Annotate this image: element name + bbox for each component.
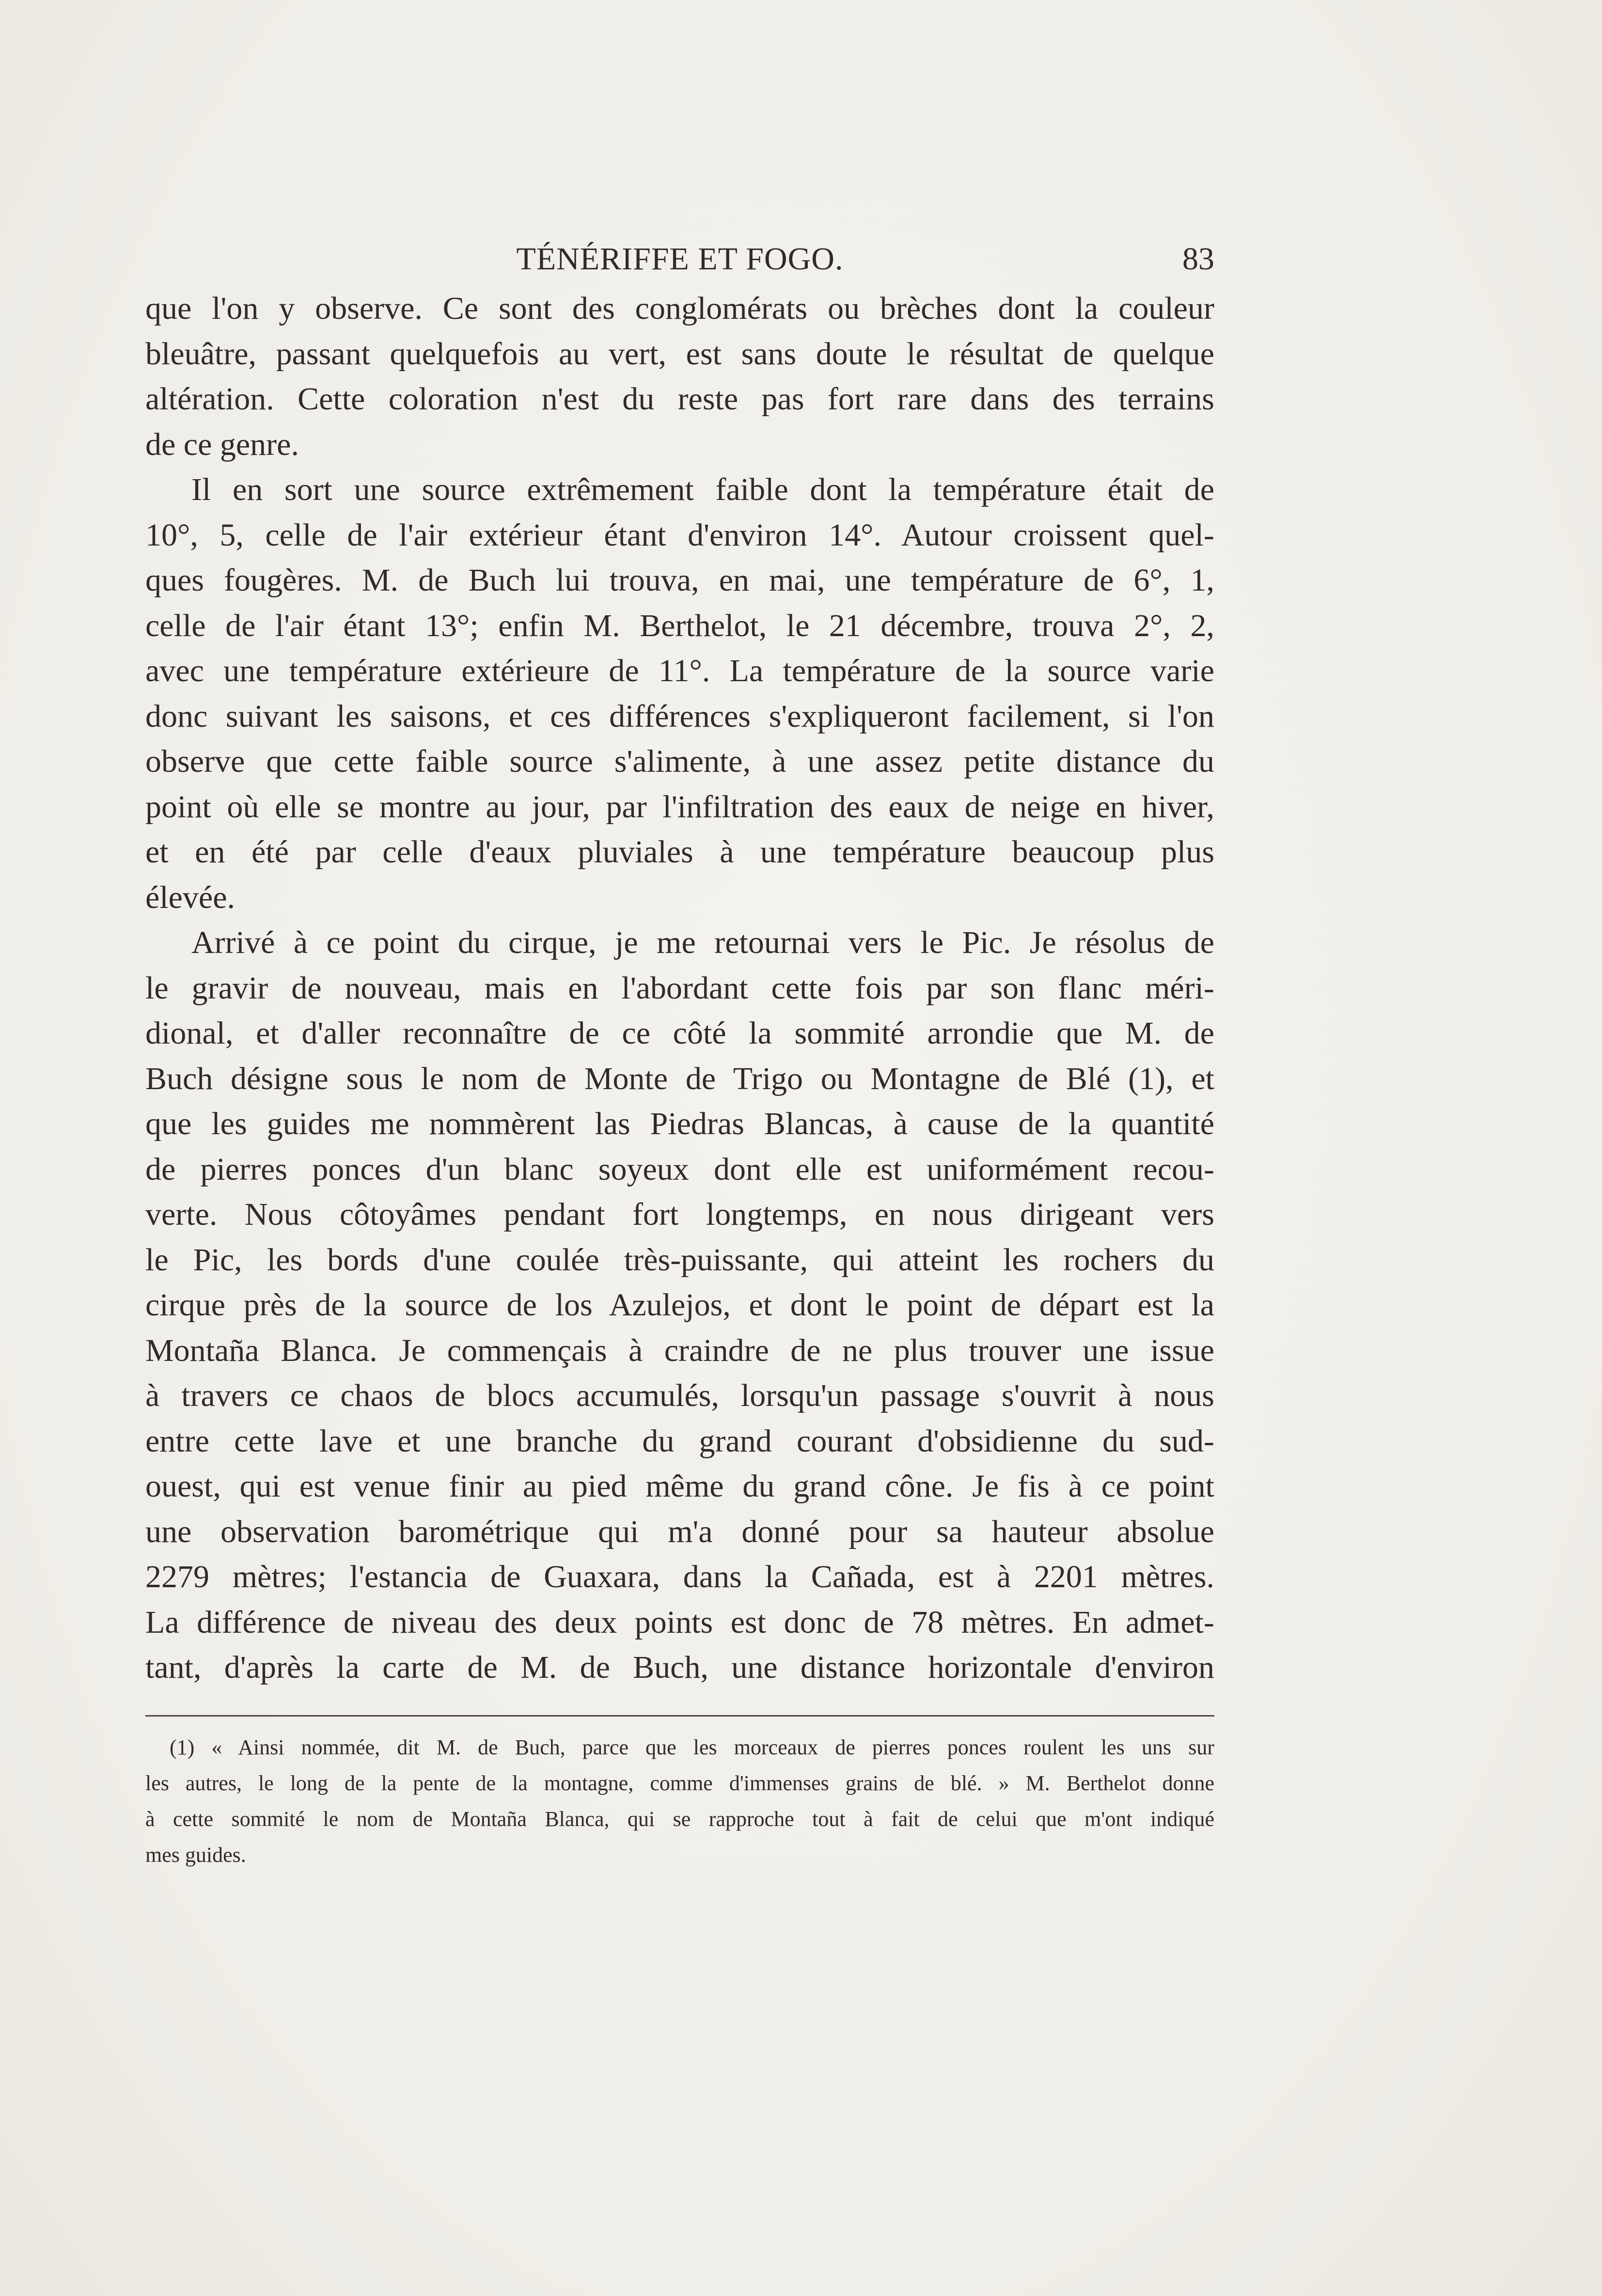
text-line: point où elle se montre au jour, par l'infiltration des eaux de neige en hiver, bbox=[145, 789, 1214, 825]
page-header bbox=[145, 237, 1214, 281]
text-line: le gravir de nouveau, mais en l'abordant cette fois par son flanc méri- bbox=[145, 970, 1214, 1006]
running-title: TÉNÉRIFFE ET FOGO. bbox=[516, 241, 844, 277]
text-line: de ce genre. bbox=[145, 426, 299, 462]
text-line: le Pic, les bords d'une coulée très-puissante, qui atteint les rochers du bbox=[145, 1242, 1214, 1278]
text-line: observe que cette faible source s'alimente, à une assez petite distance du bbox=[145, 744, 1214, 779]
text-line: celle de l'air étant 13°; enfin M. Berthelot, le 21 décembre, trouva 2°, 2, bbox=[145, 608, 1214, 643]
text-line: une observation barométrique qui m'a donné pour sa hauteur absolue bbox=[145, 1514, 1214, 1549]
text-line: tant, d'après la carte de M. de Buch, une distance horizontale d'environ bbox=[145, 1650, 1214, 1685]
text-line: que les guides me nommèrent las Piedras Blancas, à cause de la quantité bbox=[145, 1106, 1214, 1141]
text-line: ouest, qui est venue finir au pied même du grand cône. Je fis à ce point bbox=[145, 1468, 1214, 1504]
text-line: altération. Cette coloration n'est du reste pas fort rare dans des terrains bbox=[145, 381, 1214, 417]
text-line: Il en sort une source extrêmement faible dont la température était de bbox=[191, 472, 1214, 507]
page-number: 83 bbox=[1182, 241, 1214, 277]
text-line: dional, et d'aller reconnaître de ce côté la sommité arrondie que M. de bbox=[145, 1015, 1214, 1051]
text-line: entre cette lave et une branche du grand courant d'obsidienne du sud- bbox=[145, 1423, 1214, 1459]
text-line: 2279 mètres; l'estancia de Guaxara, dans la Cañada, est à 2201 mètres. bbox=[145, 1559, 1214, 1594]
main-text bbox=[145, 286, 1214, 1690]
text-line: que l'on y observe. Ce sont des conglomérats ou brèches dont la couleur bbox=[145, 291, 1214, 326]
text-line: de pierres ponces d'un blanc soyeux dont elle est uniformément recou- bbox=[145, 1151, 1214, 1187]
footnote-line: à cette sommité le nom de Montaña Blanca, qui se rapproche tout à fait de celui que m'ont indiqué bbox=[145, 1807, 1214, 1831]
text-line: élevée. bbox=[145, 879, 236, 915]
text-line: verte. Nous côtoyâmes pendant fort longtemps, en nous dirigeant vers bbox=[145, 1197, 1214, 1232]
text-line: La différence de niveau des deux points est donc de 78 mètres. En admet- bbox=[145, 1604, 1214, 1640]
text-line: ques fougères. M. de Buch lui trouva, en mai, une température de 6°, 1, bbox=[145, 562, 1214, 598]
footnote-divider bbox=[145, 1715, 1214, 1717]
text-line: cirque près de la source de los Azulejos, et dont le point de départ est la bbox=[145, 1287, 1214, 1323]
footnote-line: (1) « Ainsi nommée, dit M. de Buch, parce que les morceaux de pierres ponces roulent les uns sur bbox=[170, 1735, 1214, 1759]
text-line: 10°, 5, celle de l'air extérieur étant d'environ 14°. Autour croissent quel- bbox=[145, 517, 1214, 553]
text-line: Montaña Blanca. Je commençais à craindre de ne plus trouver une issue bbox=[145, 1332, 1214, 1368]
text-line: Arrivé à ce point du cirque, je me retournai vers le Pic. Je résolus de bbox=[191, 925, 1214, 960]
footnote-line: mes guides. bbox=[145, 1843, 246, 1867]
footnote bbox=[145, 1730, 1214, 1873]
footnote-line: les autres, le long de la pente de la montagne, comme d'immenses grains de blé. » M. Berthelot donne bbox=[145, 1771, 1214, 1795]
text-line: donc suivant les saisons, et ces différences s'expliqueront facilement, si l'on bbox=[145, 698, 1214, 734]
text-line: à travers ce chaos de blocs accumulés, lorsqu'un passage s'ouvrit à nous bbox=[145, 1378, 1214, 1413]
text-line: avec une température extérieure de 11°. La température de la source varie bbox=[145, 653, 1214, 688]
text-line: bleuâtre, passant quelquefois au vert, est sans doute le résultat de quelque bbox=[145, 336, 1214, 372]
text-line: et en été par celle d'eaux pluviales à une température beaucoup plus bbox=[145, 834, 1214, 870]
text-line: Buch désigne sous le nom de Monte de Trigo ou Montagne de Blé (1), et bbox=[145, 1061, 1214, 1096]
